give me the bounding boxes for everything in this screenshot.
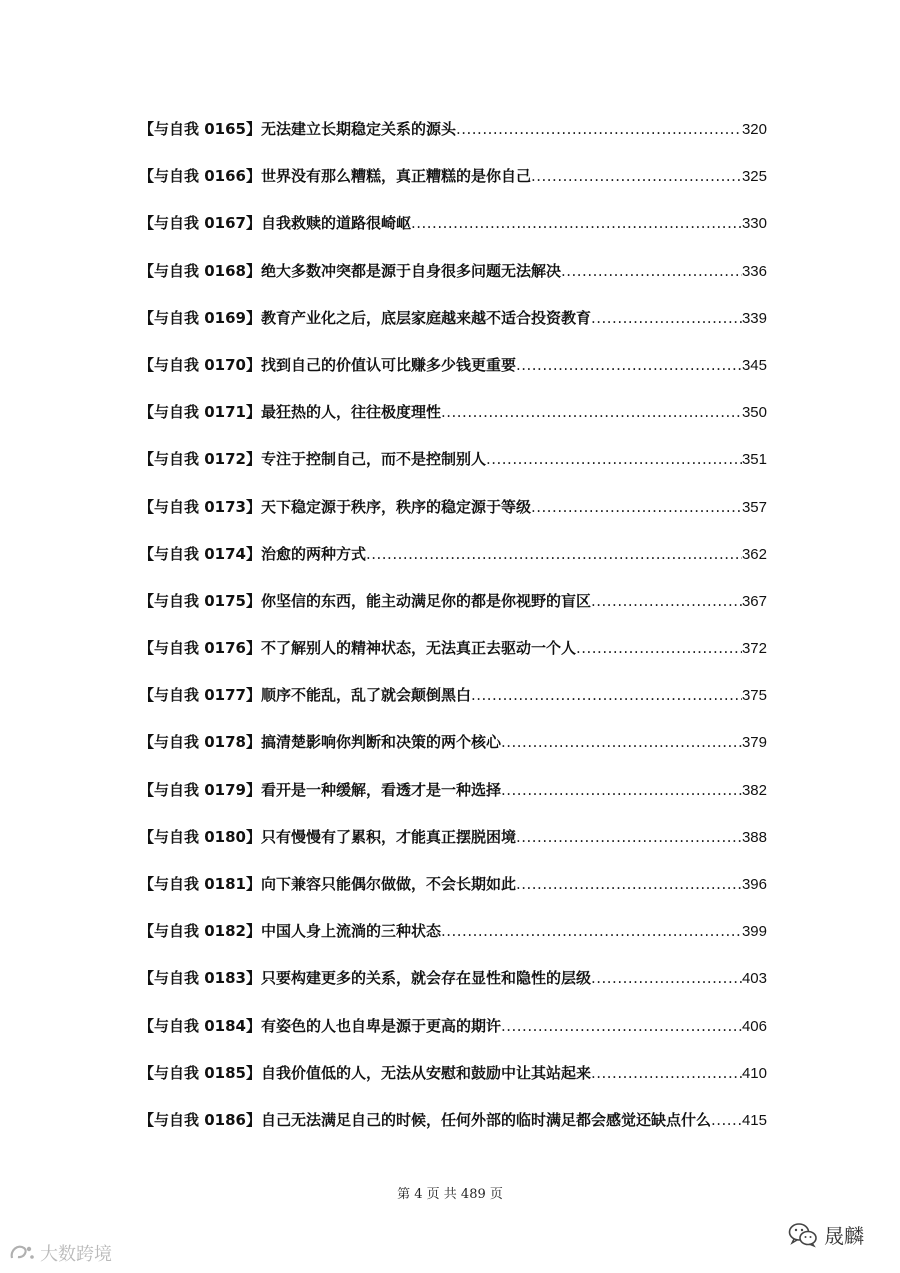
toc-entry[interactable] [139,1109,767,1156]
toc-entry[interactable] [139,873,767,920]
toc-entry-title: 【与自我 0182】中国人身上流淌的三种状态 [139,922,441,941]
toc-dot-leader [411,214,742,232]
toc-entry[interactable] [139,637,767,684]
toc-dot-leader [471,686,742,704]
toc-entry-title: 【与自我 0176】不了解别人的精神状态，无法真正去驱动一个人 [139,639,576,658]
toc-entry[interactable] [139,779,767,826]
toc-entry[interactable] [139,1015,767,1062]
toc-dot-leader [516,356,742,374]
toc-entry-title: 【与自我 0186】自己无法满足自己的时候，任何外部的临时满足都会感觉还缺点什么 [139,1110,711,1129]
toc-entry-title: 【与自我 0185】自我价值低的人，无法从安慰和鼓励中让其站起来 [139,1063,591,1082]
toc-dot-leader [576,639,742,657]
toc-dot-leader [516,828,742,846]
toc-entry[interactable] [139,307,767,354]
toc-entry-title: 【与自我 0175】你坚信的东西，能主动满足你的都是你视野的盲区 [139,591,591,610]
toc-entry-title: 【与自我 0180】只有慢慢有了累积，才能真正摆脱困境 [139,827,516,846]
toc-entry[interactable] [139,354,767,401]
toc-entry-title: 【与自我 0177】顺序不能乱，乱了就会颠倒黑白 [139,686,471,705]
toc-dot-leader [516,875,742,893]
toc-entry-page-number: 357 [741,498,767,516]
toc-entry-page-number: 379 [741,734,767,752]
toc-dot-leader [591,1064,742,1082]
toc-dot-leader [591,969,742,987]
toc-entry-page-number: 367 [741,592,767,610]
toc-entry[interactable] [139,543,767,590]
wechat-icon [788,1222,818,1248]
toc-entry-title: 【与自我 0170】找到自己的价值认可比赚多少钱更重要 [139,355,516,374]
toc-entry[interactable] [139,165,767,212]
toc-entry[interactable] [139,496,767,543]
toc-entry-title: 【与自我 0167】自我救赎的道路很崎岖 [139,214,411,233]
toc-entry[interactable] [139,118,767,165]
toc-entry-title: 【与自我 0181】向下兼容只能偶尔做做，不会长期如此 [139,875,516,893]
table-of-contents [139,118,767,1156]
toc-dot-leader [531,167,742,185]
toc-entry[interactable] [139,448,767,495]
toc-dot-leader [441,403,742,421]
toc-entry-page-number: 330 [741,215,767,233]
watermark-right [788,1220,864,1249]
toc-entry[interactable] [139,684,767,731]
watermark-left-text: 大数跨境 [40,1244,112,1265]
toc-entry[interactable] [139,826,767,873]
toc-dot-leader [366,545,742,563]
toc-entry-page-number: 388 [741,828,767,846]
toc-dot-leader [441,922,742,940]
toc-dot-leader [711,1111,742,1129]
toc-entry-page-number: 399 [741,923,767,941]
toc-entry-title: 【与自我 0169】教育产业化之后，底层家庭越来越不适合投资教育 [139,308,591,327]
toc-dot-leader [501,1017,742,1035]
toc-entry-title: 【与自我 0174】治愈的两种方式 [139,544,366,563]
toc-entry-page-number: 351 [741,451,767,469]
toc-entry[interactable] [139,212,767,259]
toc-entry[interactable] [139,731,767,778]
toc-entry-page-number: 345 [741,356,767,374]
watermark-left [8,1240,112,1266]
toc-entry-page-number: 410 [741,1064,767,1082]
toc-entry-page-number: 396 [741,876,767,893]
toc-entry-page-number: 336 [741,262,767,280]
toc-entry-title: 【与自我 0168】绝大多数冲突都是源于自身很多问题无法解决 [139,261,561,280]
toc-entry-page-number: 403 [741,970,767,988]
toc-dot-leader [501,781,742,799]
toc-entry-title: 【与自我 0165】无法建立长期稳定关系的源头 [139,120,456,138]
brand-logo-icon [8,1242,36,1264]
toc-dot-leader [486,450,742,468]
toc-entry[interactable] [139,920,767,967]
toc-entry[interactable] [139,590,767,637]
toc-entry-page-number: 375 [741,687,767,705]
toc-entry-page-number: 350 [741,404,767,422]
toc-dot-leader [456,120,742,138]
toc-entry-title: 【与自我 0171】最狂热的人，往往极度理性 [139,403,441,422]
toc-entry-title: 【与自我 0179】看开是一种缓解，看透才是一种选择 [139,780,501,799]
toc-entry-page-number: 372 [741,640,767,658]
toc-entry[interactable] [139,260,767,307]
toc-entry-title: 【与自我 0184】有姿色的人也自卑是源于更高的期许 [139,1016,501,1035]
toc-entry-page-number: 382 [741,781,767,799]
page-number-footer: 第 4 页 共 489 页 [397,1187,503,1202]
toc-entry-page-number: 339 [741,309,767,327]
toc-dot-leader [501,733,742,751]
toc-entry[interactable] [139,1062,767,1109]
toc-entry[interactable] [139,401,767,448]
toc-entry-page-number: 406 [741,1017,767,1035]
toc-entry-title: 【与自我 0183】只要构建更多的关系，就会存在显性和隐性的层级 [139,969,591,988]
toc-entry-page-number: 415 [741,1111,767,1129]
toc-entry[interactable] [139,967,767,1014]
toc-entry-title: 【与自我 0166】世界没有那么糟糕，真正糟糕的是你自己 [139,167,531,186]
toc-entry-title: 【与自我 0172】专注于控制自己，而不是控制别人 [139,450,486,469]
toc-entry-page-number: 320 [741,121,767,138]
toc-dot-leader [591,592,742,610]
toc-entry-title: 【与自我 0178】搞清楚影响你判断和决策的两个核心 [139,733,501,752]
toc-dot-leader [591,309,742,327]
toc-dot-leader [561,262,742,280]
watermark-right-text: 晟麟 [824,1224,864,1248]
toc-entry-page-number: 325 [741,168,767,186]
toc-entry-title: 【与自我 0173】天下稳定源于秩序，秩序的稳定源于等级 [139,497,531,516]
toc-entry-page-number: 362 [741,545,767,563]
toc-dot-leader [531,498,742,516]
